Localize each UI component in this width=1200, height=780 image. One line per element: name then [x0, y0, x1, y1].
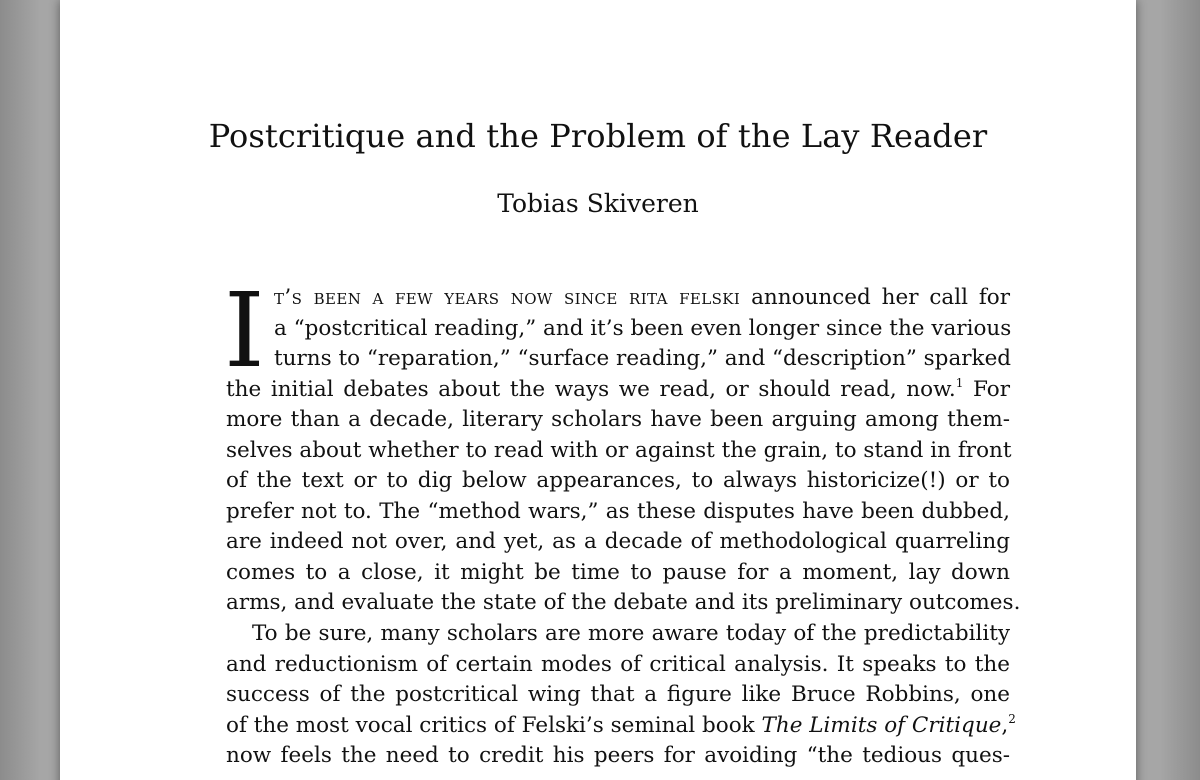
- text-line: and reductionism of certain modes of critical analysis. It speaks to the: [226, 651, 1010, 677]
- text-line: selves about whether to read with or against the grain, to stand in front: [226, 437, 1012, 463]
- footnote-ref-2[interactable]: 2: [1008, 711, 1016, 726]
- text-line-fragment: For: [963, 376, 1010, 402]
- text-line-fragment: announced her call for: [740, 285, 1010, 310]
- article-body: [224, 271, 1021, 772]
- text-line: of the text or to dig below appearances, to always historicize(!) or to: [226, 468, 1010, 494]
- text-line: success of the postcritical wing that a figure like Bruce Robbins, one: [226, 682, 1010, 708]
- article-title: Postcritique and the Problem of the Lay Reader: [208, 117, 988, 155]
- text-line: now feels the need to credit his peers for avoiding “the tedious ques-: [226, 743, 1010, 769]
- text-line: [226, 283, 1010, 314]
- text-line: [226, 375, 1010, 406]
- text-line: turns to “reparation,” “surface reading,” and “description” sparked: [274, 346, 1012, 372]
- text-line: arms, and evaluate the state of the debate and its preliminary outcomes.: [226, 590, 1021, 616]
- text-line: To be sure, many scholars are more aware today of the predictability: [252, 621, 1010, 647]
- footnote-ref-1[interactable]: 1: [955, 375, 964, 390]
- text-line-fragment: the initial debates about the ways we read, or should read, now.: [226, 376, 956, 402]
- text-line: are indeed not over, and yet, as a decade of methodological quarreling: [226, 529, 1010, 555]
- text-line: more than a decade, literary scholars have been arguing among them-: [226, 407, 1010, 433]
- text-line: prefer not to. The “method wars,” as these disputes have been dubbed,: [226, 498, 1010, 524]
- text-line: a “postcritical reading,” and it’s been even longer since the various: [274, 315, 1012, 341]
- opening-small-caps: t’s been a few years now since rita felski: [274, 285, 741, 310]
- article-author: Tobias Skiveren: [497, 189, 699, 218]
- book-title: The Limits of Critique: [761, 712, 1002, 738]
- text-line-fragment: of the most vocal critics of Felski’s seminal book: [226, 712, 762, 738]
- drop-cap: I: [224, 271, 265, 391]
- document-page: [60, 0, 1136, 780]
- text-line: comes to a close, it might be time to pause for a moment, lay down: [226, 559, 1010, 585]
- text-line: [226, 711, 1016, 742]
- text-line-fragment: ,: [1001, 712, 1009, 738]
